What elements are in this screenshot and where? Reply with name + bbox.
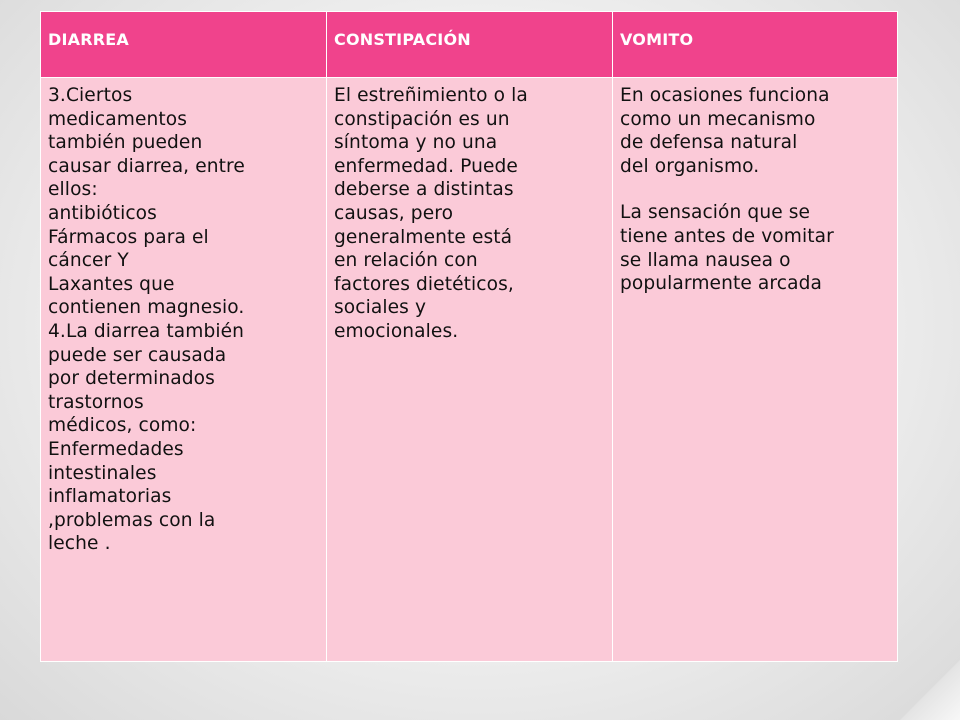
text-line: 4.La diarrea también: [48, 320, 245, 342]
text-line: cáncer Y: [48, 250, 129, 272]
text-line: popularmente arcada: [620, 273, 822, 295]
text-line: generalmente está: [334, 226, 513, 248]
text-line: también pueden: [48, 132, 203, 154]
text-line: constipación es un: [334, 108, 510, 130]
header-vomito: VOMITO: [613, 12, 898, 78]
text-line: causar diarrea, entre: [48, 155, 245, 177]
table-header-row: [41, 12, 898, 78]
text-line: El estreñimiento o la: [334, 85, 528, 106]
text-line: tiene antes de vomitar: [620, 225, 834, 247]
cell-vomito: [613, 78, 898, 662]
text-line: Enfermedades: [48, 438, 184, 460]
text-line: sociales y: [334, 297, 427, 319]
text-line: causas, pero: [334, 202, 454, 224]
vomito-paragraph-1: [620, 84, 890, 178]
text-line: En ocasiones funciona: [620, 85, 830, 106]
comparison-table: [40, 11, 898, 662]
text-line: contienen magnesio.: [48, 297, 245, 319]
text-line: La sensación que se: [620, 202, 811, 224]
text-line: médicos, como:: [48, 415, 197, 437]
text-line: deberse a distintas: [334, 179, 514, 201]
text-line: medicamentos: [48, 108, 188, 130]
text-line: de defensa natural: [620, 132, 798, 154]
diarrea-text: [48, 84, 319, 556]
text-line: 3.Ciertos: [48, 85, 133, 106]
header-diarrea: DIARREA: [41, 12, 327, 78]
text-line: inflamatorias: [48, 486, 172, 508]
text-line: factores dietéticos,: [334, 273, 514, 295]
text-line: enfermedad. Puede: [334, 155, 518, 177]
header-constipacion: CONSTIPACIÓN: [327, 12, 613, 78]
text-line: trastornos: [48, 391, 144, 413]
text-line: como un mecanismo: [620, 108, 816, 130]
text-line: por determinados: [48, 368, 215, 390]
text-line: ellos:: [48, 179, 98, 201]
text-line: intestinales: [48, 462, 157, 484]
text-line: antibióticos: [48, 202, 157, 224]
text-line: Fármacos para el: [48, 226, 209, 248]
text-line: emocionales.: [334, 320, 459, 342]
table-body-row: [41, 78, 898, 662]
text-line: síntoma y no una: [334, 132, 498, 154]
text-line: se llama nausea o: [620, 249, 791, 271]
vomito-paragraph-2: [620, 201, 890, 295]
text-line: en relación con: [334, 250, 478, 272]
text-line: Laxantes que: [48, 273, 175, 295]
page-curl-decoration: [900, 660, 960, 720]
text-line: leche .: [48, 533, 111, 555]
paragraph-gap: [620, 178, 890, 201]
cell-constipacion: [327, 78, 613, 662]
cell-diarrea: [41, 78, 327, 662]
constipacion-text: [334, 84, 605, 344]
text-line: del organismo.: [620, 155, 760, 177]
text-line: puede ser causada: [48, 344, 227, 366]
text-line: ,problemas con la: [48, 509, 216, 531]
